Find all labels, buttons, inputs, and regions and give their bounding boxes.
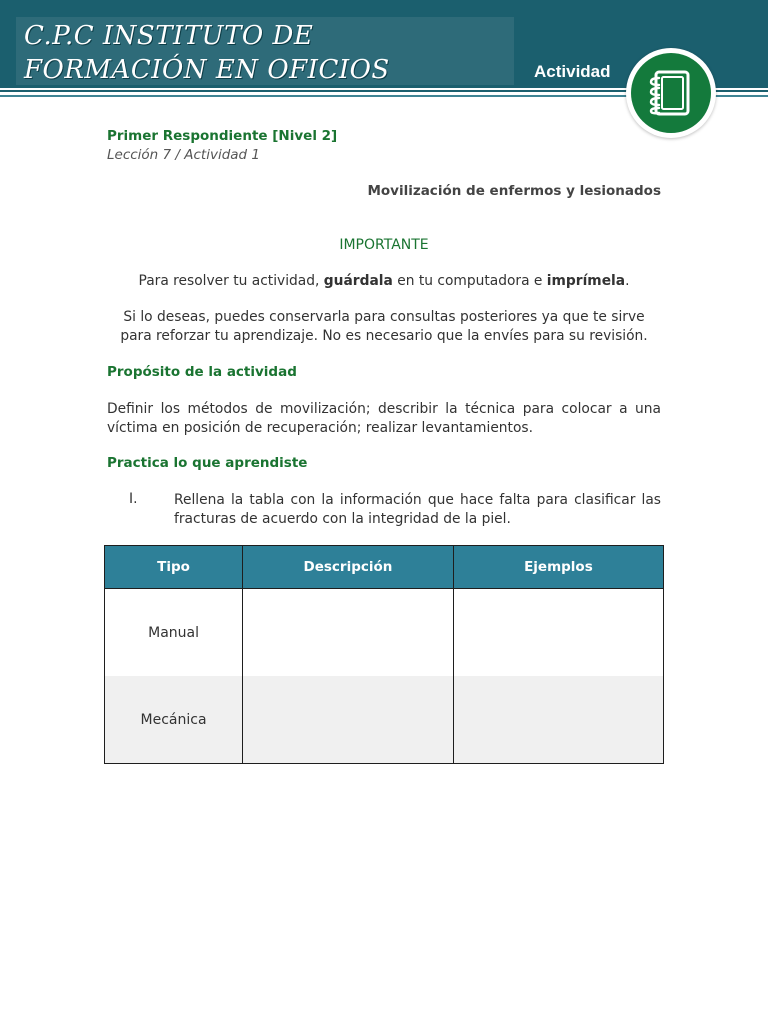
- instruction-save-word: guárdala: [323, 273, 393, 289]
- instruction-pre: Para resolver tu actividad,: [138, 273, 324, 289]
- instruction-print-word: imprímela: [546, 273, 626, 289]
- header-tipo: Tipo: [105, 546, 243, 589]
- table-row: [105, 589, 664, 677]
- cell-description[interactable]: [243, 676, 454, 764]
- cell-type: Mecánica: [105, 676, 243, 764]
- activity-badge: [626, 48, 716, 138]
- topic-title: Movilización de enfermos y lesionados: [367, 183, 661, 199]
- instruction-end: .: [625, 273, 630, 289]
- list-item-text: Rellena la tabla con la información que hace falta para clasificar las fracturas de acuerdo con la integridad de la piel.: [174, 492, 661, 527]
- lesson-label: Lección 7 / Actividad 1: [107, 147, 260, 163]
- header-descripcion: Descripción: [243, 546, 454, 589]
- table-row: [105, 676, 664, 764]
- header-ejemplos: Ejemplos: [453, 546, 663, 589]
- institute-title-line1: C.P.C INSTITUTO DE: [24, 21, 314, 51]
- cell-type: Manual: [105, 589, 243, 677]
- important-heading: IMPORTANTE: [339, 237, 429, 253]
- note-paragraph: Si lo deseas, puedes conservarla para consultas posteriores ya que te sirve para reforzar tu aprendizaje. No es necesario que la envíes para su revisión.: [120, 309, 648, 344]
- practice-heading: Practica lo que aprendiste: [107, 455, 308, 471]
- course-title: Primer Respondiente [Nivel 2]: [107, 128, 338, 144]
- institute-title-line2: FORMACIÓN EN OFICIOS: [24, 55, 390, 85]
- purpose-heading: Propósito de la actividad: [107, 364, 297, 380]
- purpose-text: Definir los métodos de movilización; describir la técnica para colocar a una víctima en posición de recuperación; realizar levantamientos.: [107, 401, 661, 436]
- table-header-row: [105, 546, 664, 589]
- instruction-mid: en tu computadora e: [392, 273, 547, 289]
- activity-label: Actividad: [534, 62, 611, 81]
- list-item-number: I.: [129, 491, 138, 507]
- notebook-icon: [626, 48, 716, 138]
- cell-examples[interactable]: [453, 676, 663, 764]
- institute-title: [24, 19, 390, 87]
- fracture-table: [104, 545, 664, 764]
- cell-examples[interactable]: [453, 589, 663, 677]
- instruction-paragraph: [107, 272, 661, 291]
- cell-description[interactable]: [243, 589, 454, 677]
